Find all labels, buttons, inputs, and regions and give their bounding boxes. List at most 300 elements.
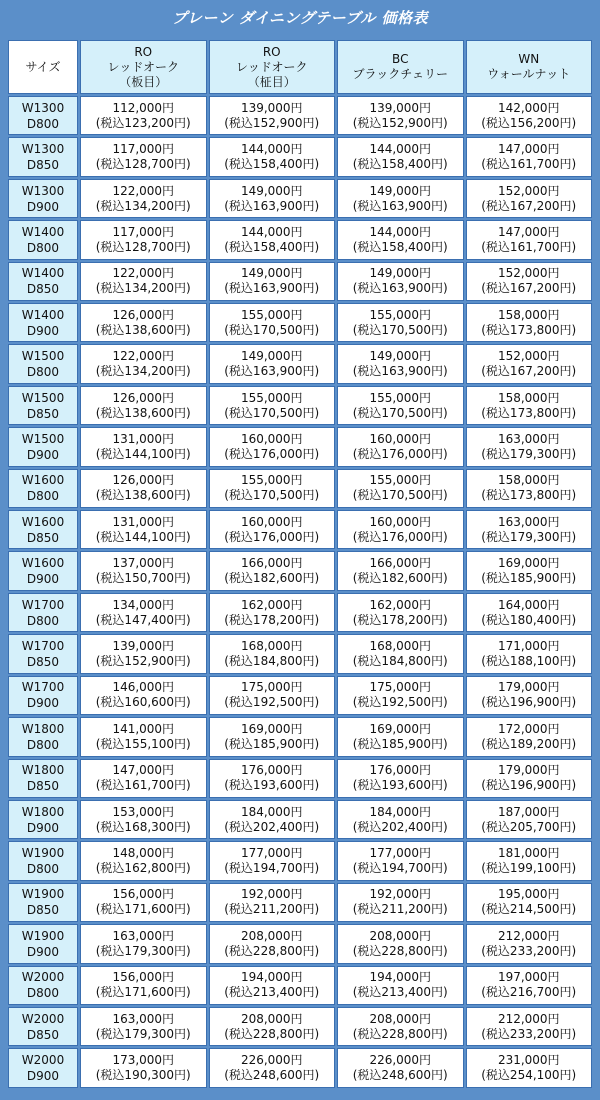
tax-included-price: (税込170,500円) — [224, 405, 320, 420]
price-value: 112,000円 — [112, 100, 175, 115]
price-cell-ro-plain — [80, 593, 207, 632]
size-cell — [8, 386, 78, 425]
table-row — [8, 262, 592, 301]
tax-included-price: (税込176,000円) — [352, 446, 448, 461]
price-value: 194,000円 — [369, 970, 432, 985]
tax-included-price: (税込248,600円) — [352, 1068, 448, 1083]
price-cell-bc — [337, 510, 464, 549]
price-value: 179,000円 — [497, 680, 560, 695]
price-cell-wn — [466, 966, 593, 1005]
price-value: 117,000円 — [112, 142, 175, 157]
price-cell-ro-plain — [80, 303, 207, 342]
price-cell-ro-quarter — [209, 634, 336, 673]
width-label: W2000 — [21, 1011, 65, 1026]
tax-included-price: (税込158,400円) — [352, 157, 448, 172]
price-value: 146,000円 — [112, 680, 175, 695]
price-value: 144,000円 — [369, 142, 432, 157]
tax-included-price: (税込199,100円) — [481, 861, 577, 876]
table-row — [8, 966, 592, 1005]
tax-included-price: (税込193,600円) — [224, 778, 320, 793]
price-value: 139,000円 — [369, 100, 432, 115]
price-value: 163,000円 — [112, 1011, 175, 1026]
price-cell-ro-quarter — [209, 759, 336, 798]
tax-included-price: (税込184,800円) — [352, 653, 448, 668]
price-cell-ro-quarter — [209, 137, 336, 176]
price-cell-wn — [466, 1048, 593, 1088]
price-value: 139,000円 — [240, 100, 303, 115]
price-cell-ro-plain — [80, 883, 207, 922]
price-cell-ro-quarter — [209, 676, 336, 715]
tax-included-price: (税込179,300円) — [481, 529, 577, 544]
size-cell — [8, 966, 78, 1005]
price-value: 160,000円 — [369, 514, 432, 529]
tax-included-price: (税込144,100円) — [95, 446, 191, 461]
tax-included-price: (税込194,700円) — [224, 861, 320, 876]
price-cell-bc — [337, 220, 464, 259]
price-value: 176,000円 — [369, 763, 432, 778]
size-cell — [8, 344, 78, 383]
depth-label: D900 — [26, 323, 60, 338]
price-cell-wn — [466, 469, 593, 508]
price-value: 144,000円 — [369, 224, 432, 239]
table-row — [8, 303, 592, 342]
tax-included-price: (税込171,600円) — [95, 985, 191, 1000]
price-cell-bc — [337, 1007, 464, 1046]
width-label: W1400 — [21, 266, 65, 281]
size-cell — [8, 220, 78, 259]
size-cell — [8, 551, 78, 590]
tax-included-price: (税込193,600円) — [352, 778, 448, 793]
width-label: W1900 — [21, 928, 65, 943]
depth-label: D850 — [26, 1027, 60, 1042]
tax-included-price: (税込202,400円) — [224, 819, 320, 834]
table-row — [8, 427, 592, 466]
price-value: 141,000円 — [112, 721, 175, 736]
header-row — [8, 40, 592, 94]
tax-included-price: (税込189,200円) — [481, 736, 577, 751]
tax-included-price: (税込182,600円) — [224, 571, 320, 586]
tax-included-price: (税込158,400円) — [352, 239, 448, 254]
price-value: 122,000円 — [112, 183, 175, 198]
price-cell-wn — [466, 800, 593, 839]
tax-included-price: (税込152,900円) — [224, 115, 320, 130]
price-value: 131,000円 — [112, 514, 175, 529]
depth-label: D850 — [26, 530, 60, 545]
price-cell-ro-quarter — [209, 966, 336, 1005]
size-cell — [8, 883, 78, 922]
price-cell-bc — [337, 800, 464, 839]
price-cell-ro-plain — [80, 717, 207, 756]
price-value: 166,000円 — [240, 556, 303, 571]
price-value: 175,000円 — [369, 680, 432, 695]
price-cell-bc — [337, 593, 464, 632]
price-cell-bc — [337, 303, 464, 342]
tax-included-price: (税込156,200円) — [481, 115, 577, 130]
price-value: 208,000円 — [369, 1011, 432, 1026]
price-cell-bc — [337, 427, 464, 466]
price-cell-wn — [466, 179, 593, 218]
price-value: 168,000円 — [240, 638, 303, 653]
tax-included-price: (税込179,300円) — [481, 446, 577, 461]
price-cell-ro-plain — [80, 220, 207, 259]
table-row — [8, 510, 592, 549]
table-row — [8, 1007, 592, 1046]
price-cell-ro-quarter — [209, 262, 336, 301]
width-label: W1300 — [21, 100, 65, 115]
depth-label: D900 — [26, 447, 60, 462]
table-title: プレーン ダイニングテーブル 価格表 — [172, 9, 428, 27]
price-value: 160,000円 — [369, 431, 432, 446]
depth-label: D900 — [26, 572, 60, 587]
price-value: 192,000円 — [240, 887, 303, 902]
price-cell-wn — [466, 593, 593, 632]
size-cell — [8, 800, 78, 839]
price-value: 158,000円 — [497, 390, 560, 405]
ro-quarter-name: レッドオーク — [235, 59, 308, 74]
price-cell-bc — [337, 1048, 464, 1088]
tax-included-price: (税込160,600円) — [95, 695, 191, 710]
price-value: 126,000円 — [112, 307, 175, 322]
price-cell-ro-plain — [80, 427, 207, 466]
tax-included-price: (税込185,900円) — [224, 736, 320, 751]
tax-included-price: (税込254,100円) — [481, 1068, 577, 1083]
price-cell-wn — [466, 220, 593, 259]
table-row — [8, 800, 592, 839]
width-label: W2000 — [21, 1053, 65, 1068]
price-cell-ro-quarter — [209, 427, 336, 466]
table-row — [8, 841, 592, 880]
price-cell-ro-plain — [80, 179, 207, 218]
table-row — [8, 593, 592, 632]
tax-included-price: (税込161,700円) — [481, 239, 577, 254]
size-cell — [8, 469, 78, 508]
tax-included-price: (税込185,900円) — [481, 571, 577, 586]
price-value: 155,000円 — [369, 307, 432, 322]
price-value: 162,000円 — [369, 597, 432, 612]
size-header-label: サイズ — [25, 59, 61, 74]
width-label: W1900 — [21, 887, 65, 902]
table-row — [8, 386, 592, 425]
size-cell — [8, 717, 78, 756]
tax-included-price: (税込150,700円) — [95, 571, 191, 586]
depth-label: D800 — [26, 240, 60, 255]
tax-included-price: (税込134,200円) — [95, 198, 191, 213]
price-value: 122,000円 — [112, 266, 175, 281]
tax-included-price: (税込128,700円) — [95, 239, 191, 254]
price-value: 147,000円 — [497, 224, 560, 239]
tax-included-price: (税込192,500円) — [352, 695, 448, 710]
price-value: 163,000円 — [112, 928, 175, 943]
ro-quarter-grain: （柾目） — [247, 74, 296, 89]
price-cell-ro-quarter — [209, 883, 336, 922]
price-value: 212,000円 — [497, 1011, 560, 1026]
price-value: 164,000円 — [497, 597, 560, 612]
depth-label: D850 — [26, 158, 60, 173]
tax-included-price: (税込163,900円) — [224, 364, 320, 379]
price-cell-ro-plain — [80, 510, 207, 549]
price-cell-bc — [337, 551, 464, 590]
tax-included-price: (税込134,200円) — [95, 281, 191, 296]
tax-included-price: (税込178,200円) — [224, 612, 320, 627]
price-cell-ro-quarter — [209, 551, 336, 590]
price-value: 172,000円 — [497, 721, 560, 736]
price-cell-wn — [466, 427, 593, 466]
price-cell-wn — [466, 1007, 593, 1046]
price-cell-wn — [466, 924, 593, 963]
price-cell-ro-plain — [80, 634, 207, 673]
price-value: 177,000円 — [369, 846, 432, 861]
price-cell-ro-quarter — [209, 1048, 336, 1088]
tax-included-price: (税込184,800円) — [224, 653, 320, 668]
size-cell — [8, 924, 78, 963]
tax-included-price: (税込228,800円) — [224, 943, 320, 958]
tax-included-price: (税込152,900円) — [95, 653, 191, 668]
tax-included-price: (税込162,800円) — [95, 861, 191, 876]
price-value: 194,000円 — [240, 970, 303, 985]
table-row — [8, 220, 592, 259]
price-value: 149,000円 — [240, 183, 303, 198]
width-label: W1900 — [21, 846, 65, 861]
width-label: W1800 — [21, 804, 65, 819]
tax-included-price: (税込158,400円) — [224, 239, 320, 254]
depth-label: D800 — [26, 613, 60, 628]
tax-included-price: (税込170,500円) — [352, 488, 448, 503]
price-cell-wn — [466, 676, 593, 715]
tax-included-price: (税込167,200円) — [481, 198, 577, 213]
price-value: 144,000円 — [240, 224, 303, 239]
price-cell-wn — [466, 759, 593, 798]
price-value: 162,000円 — [240, 597, 303, 612]
price-value: 149,000円 — [240, 349, 303, 364]
size-cell — [8, 137, 78, 176]
price-value: 149,000円 — [240, 266, 303, 281]
depth-label: D800 — [26, 986, 60, 1001]
price-value: 166,000円 — [369, 556, 432, 571]
tax-included-price: (税込228,800円) — [352, 943, 448, 958]
tax-included-price: (税込167,200円) — [481, 281, 577, 296]
tax-included-price: (税込228,800円) — [224, 1026, 320, 1041]
price-cell-ro-plain — [80, 966, 207, 1005]
price-cell-ro-quarter — [209, 717, 336, 756]
price-value: 126,000円 — [112, 473, 175, 488]
tax-included-price: (税込173,800円) — [481, 488, 577, 503]
price-cell-bc — [337, 841, 464, 880]
price-value: 149,000円 — [369, 266, 432, 281]
price-cell-ro-plain — [80, 344, 207, 383]
ro-plain-column-header — [80, 40, 207, 94]
price-value: 187,000円 — [497, 804, 560, 819]
price-cell-ro-plain — [80, 96, 207, 135]
price-cell-ro-quarter — [209, 800, 336, 839]
depth-label: D900 — [26, 944, 60, 959]
price-cell-wn — [466, 883, 593, 922]
price-value: 226,000円 — [240, 1053, 303, 1068]
price-cell-bc — [337, 634, 464, 673]
width-label: W1300 — [21, 183, 65, 198]
price-cell-wn — [466, 551, 593, 590]
width-label: W1500 — [21, 390, 65, 405]
depth-label: D800 — [26, 365, 60, 380]
tax-included-price: (税込228,800円) — [352, 1026, 448, 1041]
price-value: 126,000円 — [112, 390, 175, 405]
price-value: 156,000円 — [112, 970, 175, 985]
price-cell-bc — [337, 179, 464, 218]
price-value: 144,000円 — [240, 142, 303, 157]
width-label: W1400 — [21, 224, 65, 239]
price-value: 160,000円 — [240, 514, 303, 529]
tax-included-price: (税込214,500円) — [481, 902, 577, 917]
price-cell-wn — [466, 137, 593, 176]
tax-included-price: (税込147,400円) — [95, 612, 191, 627]
tax-included-price: (税込170,500円) — [224, 488, 320, 503]
tax-included-price: (税込163,900円) — [352, 198, 448, 213]
wn-column-header — [466, 40, 593, 94]
size-cell — [8, 676, 78, 715]
price-value: 147,000円 — [497, 142, 560, 157]
tax-included-price: (税込179,300円) — [95, 943, 191, 958]
price-cell-ro-quarter — [209, 841, 336, 880]
price-cell-wn — [466, 510, 593, 549]
table-row — [8, 469, 592, 508]
size-cell — [8, 841, 78, 880]
price-value: 137,000円 — [112, 556, 175, 571]
tax-included-price: (税込213,400円) — [352, 985, 448, 1000]
price-value: 176,000円 — [240, 763, 303, 778]
width-label: W1700 — [21, 638, 65, 653]
tax-included-price: (税込123,200円) — [95, 115, 191, 130]
tax-included-price: (税込168,300円) — [95, 819, 191, 834]
size-cell — [8, 1007, 78, 1046]
depth-label: D900 — [26, 199, 60, 214]
tax-included-price: (税込185,900円) — [352, 736, 448, 751]
price-value: 155,000円 — [369, 473, 432, 488]
depth-label: D800 — [26, 116, 60, 131]
tax-included-price: (税込161,700円) — [95, 778, 191, 793]
price-cell-wn — [466, 386, 593, 425]
width-label: W1600 — [21, 514, 65, 529]
tax-included-price: (税込196,900円) — [481, 778, 577, 793]
depth-label: D800 — [26, 862, 60, 877]
width-label: W1800 — [21, 763, 65, 778]
price-value: 139,000円 — [112, 638, 175, 653]
ro-plain-grain: （板目） — [119, 74, 168, 89]
width-label: W1700 — [21, 680, 65, 695]
depth-label: D850 — [26, 654, 60, 669]
price-value: 142,000円 — [497, 100, 560, 115]
price-cell-ro-quarter — [209, 96, 336, 135]
tax-included-price: (税込196,900円) — [481, 695, 577, 710]
tax-included-price: (税込144,100円) — [95, 529, 191, 544]
price-value: 226,000円 — [369, 1053, 432, 1068]
table-row — [8, 717, 592, 756]
price-value: 171,000円 — [497, 638, 560, 653]
tax-included-price: (税込194,700円) — [352, 861, 448, 876]
tax-included-price: (税込134,200円) — [95, 364, 191, 379]
price-cell-ro-plain — [80, 1007, 207, 1046]
tax-included-price: (税込211,200円) — [352, 902, 448, 917]
depth-label: D850 — [26, 779, 60, 794]
table-row — [8, 759, 592, 798]
tax-included-price: (税込152,900円) — [352, 115, 448, 130]
size-cell — [8, 427, 78, 466]
tax-included-price: (税込176,000円) — [224, 446, 320, 461]
tax-included-price: (税込233,200円) — [481, 1026, 577, 1041]
price-cell-ro-plain — [80, 1048, 207, 1088]
price-cell-wn — [466, 717, 593, 756]
price-value: 122,000円 — [112, 349, 175, 364]
price-cell-bc — [337, 676, 464, 715]
tax-included-price: (税込216,700円) — [481, 985, 577, 1000]
price-cell-ro-quarter — [209, 303, 336, 342]
tax-included-price: (税込176,000円) — [224, 529, 320, 544]
tax-included-price: (税込138,600円) — [95, 405, 191, 420]
price-value: 212,000円 — [497, 928, 560, 943]
table-row — [8, 96, 592, 135]
tax-included-price: (税込176,000円) — [352, 529, 448, 544]
price-value: 148,000円 — [112, 846, 175, 861]
width-label: W1500 — [21, 349, 65, 364]
price-cell-ro-quarter — [209, 469, 336, 508]
price-cell-bc — [337, 759, 464, 798]
price-cell-bc — [337, 262, 464, 301]
price-value: 169,000円 — [240, 721, 303, 736]
price-value: 181,000円 — [497, 846, 560, 861]
price-value: 175,000円 — [240, 680, 303, 695]
size-cell — [8, 510, 78, 549]
price-cell-bc — [337, 966, 464, 1005]
price-value: 153,000円 — [112, 804, 175, 819]
tax-included-price: (税込171,600円) — [95, 902, 191, 917]
tax-included-price: (税込163,900円) — [224, 198, 320, 213]
table-row — [8, 634, 592, 673]
price-value: 152,000円 — [497, 349, 560, 364]
size-cell — [8, 179, 78, 218]
price-cell-ro-quarter — [209, 1007, 336, 1046]
price-cell-bc — [337, 344, 464, 383]
width-label: W1600 — [21, 556, 65, 571]
tax-included-price: (税込161,700円) — [481, 157, 577, 172]
price-value: 117,000円 — [112, 224, 175, 239]
tax-included-price: (税込182,600円) — [352, 571, 448, 586]
size-cell — [8, 634, 78, 673]
tax-included-price: (税込167,200円) — [481, 364, 577, 379]
price-value: 208,000円 — [240, 928, 303, 943]
price-cell-ro-plain — [80, 841, 207, 880]
price-cell-wn — [466, 96, 593, 135]
price-value: 184,000円 — [240, 804, 303, 819]
price-value: 184,000円 — [369, 804, 432, 819]
table-row — [8, 924, 592, 963]
width-label: W1600 — [21, 473, 65, 488]
width-label: W1300 — [21, 142, 65, 157]
price-value: 160,000円 — [240, 431, 303, 446]
price-cell-wn — [466, 841, 593, 880]
tax-included-price: (税込163,900円) — [224, 281, 320, 296]
depth-label: D900 — [26, 1069, 60, 1084]
depth-label: D850 — [26, 406, 60, 421]
price-cell-ro-quarter — [209, 386, 336, 425]
size-column-header — [8, 40, 78, 94]
tax-included-price: (税込170,500円) — [352, 322, 448, 337]
ro-quarter-column-header — [209, 40, 336, 94]
tax-included-price: (税込213,400円) — [224, 985, 320, 1000]
width-label: W1800 — [21, 721, 65, 736]
table-row — [8, 883, 592, 922]
tax-included-price: (税込205,700円) — [481, 819, 577, 834]
price-value: 208,000円 — [369, 928, 432, 943]
price-value: 156,000円 — [112, 887, 175, 902]
size-cell — [8, 759, 78, 798]
